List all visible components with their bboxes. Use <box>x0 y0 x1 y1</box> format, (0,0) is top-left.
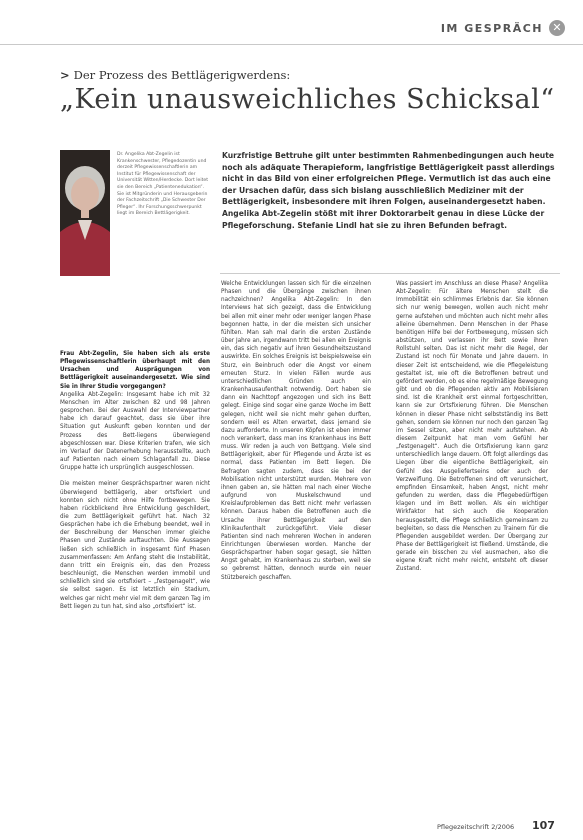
body-text: Welche Entwicklungen lassen sich für die einzelnen Phasen und die Übergänge zwischen ihnen nachzeichnen? Angelika Abt-Zegelin: In den Interviews hat sich gezeigt, dass die Entwicklung bei allen mit einer mehr oder weniger langen Phase begonnen hatte, in der die meisten sich unsicher fühlten. Man sah mal darin die ersten Zustände über Jahre an, irgendwann tritt bei allen ein Ereignis ein, das sich negativ auf ihren Gesundheitszustand auswirkte. Ein solches Ereignis ist beispielsweise ein Sturz, ein Beinbruch oder die Angst vor einem erneuten Sturz. In vielen Fällen wurde aus unterschiedlichen Gründen auch ein Krankenhausaufenthalt notwendig. Dort haben sie dann ein Nachttopf angezogen und sich ins Bett gelegt. Einige sind sogar eine ganze Woche im Bett gelegen, nicht weil sie nicht mehr gehen durften, sondern weil es Alten erwartet, dass jemand sie dazu aufforderte. In unseren Köpfen ist eben immer noch verankert, dass man ins Krankenhaus ins Bett muss. Wir reden ja auch von Bettgang. Viele sind Bettlägerigkeit, aber für Pflegende und Ärzte ist es normal, dass Patienten im Bett liegen. Die Befragten sagten zudem, dass sie bei der Mobilisation nicht unterstützt wurden. Mehrere von ihnen gaben an, sie hätten mal nach einer Woche aufgrund von Muskelschwund und Kreislaufproblemen das Bett nicht mehr verlassen können. Daraus haben die Betroffenen auch die Ursache ihrer Bettlägerigkeit auf den Klinikaufenthalt zurückgeführt. Viele dieser Patienten sind nach mehreren Wochen in anderen Einrichtungen überwiesen worden. Manche der Gesprächspartner haben sogar gesagt, sie hätten Angst gehabt, im Krankenhaus zu sterben, weil sie so gebremst hätten, dennoch wurde ein neuer Stützbereich geschaffen. <box>221 281 371 581</box>
body-text: Die meisten meiner Gesprächspartner waren nicht überwiegend bettlägerig, aber ortsfixiert und konnten sich nicht ohne Hilfe fortbewegen. Sie haben rückblickend ihre Entwicklung geschildert, die zum Bettlägerigkeit geführt hat. Nach 32 Gesprächen habe ich die Erhebung beendet, weil in der Beschreibung der Menschen immer gleiche Phasen und Zustände auftauchten. Die Aussagen ließen sich schließlich in insgesamt fünf Phasen zusammenfassen: Am Anfang steht die Instabilität, dann tritt ein Ereignis ein, das den Prozess beschleunigt, die Menschen werden immobil und schließlich sind sie ortsfixiert – „festgenagelt“, wie sie selbst sagen. Es ist letztlich ein Stadium, welches gar nicht mehr viel mit dem ganzen Tag im Bett liegen zu tun hat, sind also „ortsfixiert“ ist. <box>60 481 210 610</box>
column-2 <box>221 280 371 582</box>
column-1 <box>60 350 210 611</box>
headline: „Kein unausweichliches Schicksal“ <box>60 84 555 115</box>
portrait-illustration <box>60 150 110 276</box>
intro-paragraph: Kurzfristige Bettruhe gilt unter bestimmten Rahmenbedingungen auch heute noch als adäquate Therapieform, langfristige Bettlägerigkeit passt allerdings nicht in das Bild von einer erfolgreichen Pflege. Vermutlich ist das auch eine der Ursachen dafür, dass sich bislang ausschließlich Mediziner mit der Bettlägerigkeit, insbesondere mit ihren Folgen, auseinandergesetzt haben. Angelika Abt-Zegelin stößt mit ihrer Doktorarbeit genau in diese Lücke der Pflegeforschung. Stefanie Lindl hat sie zu ihren Befunden befragt. <box>222 151 555 230</box>
footer-magazine: Pflegezeitschrift 2/2006 <box>437 823 515 831</box>
column-divider <box>220 273 560 274</box>
section-tag: IM GESPRÄCH <box>440 22 543 35</box>
kicker <box>60 68 290 82</box>
kicker-text: Der Prozess des Bettlägerigwerdens: <box>73 68 291 82</box>
interview-question: Frau Abt-Zegelin, Sie haben sich als erste Pflegewissenschaftlerin überhaupt mit den Ursachen und Ausprägungen von Bettlägerigkeit auseinandergesetzt. Wie sind Sie in Ihrer Studie vorgegangen? <box>60 351 210 390</box>
column-3 <box>396 280 548 574</box>
body-text: Was passiert im Anschluss an diese Phase? Angelika Abt-Zegelin: Für ältere Menschen stellt die Immobilität ein schlimmes Erlebnis dar. Sie können sich nur wenig bewegen, wollen auch nicht mehr gerne aufstehen und möchten auch nicht mehr alles alleine übernehmen. Denn Menschen in der Phase benötigen Hilfe bei der Fortbewegung, müssen sich abstützen, und verlassen ihr Bett sowie ihren Rollstuhl selten. Das ist nicht mehr die Regel, der Zustand ist noch für Monate und Jahre dauern. In dieser Zeit ist entscheidend, wie die Pflegeleistung gestaltet ist, wie oft die Betroffenen betreut und gefördert werden, ob es eine regelmäßige Bewegung gibt und ob die Pflegenden aktiv am Mobilisieren sind. Ist die Krankheit erst einmal fortgeschritten, kann sie zur Ortsfixierung führen. Die Menschen können in dieser Phase nicht selbstständig ins Bett gehen, sondern sie können nur noch den ganzen Tag im Sessel sitzen, aber nicht mehr aufstehen. Ab diesem Zeitpunkt hat man vom Gefühl her „festgenagelt“. Auch die Ortsfixierung kann ganz unterschiedlich lange dauern. Oft folgt allerdings das Liegen über die eigentliche Bettlägerigkeit, ein Gefühl des Ausgeliefertseins oder auch der Verzweiflung. Die Betroffenen sind oft verunsichert, empfinden Einsamkeit, haben Angst, nicht mehr gefunden zu werden, dass die Pflegebedürftigen klagen und im Bett wollen. Als ein wichtiger Wirkfaktor hat sich auch die Kooperation herausgestellt, die Pflege schließlich gemeinsam zu begleiten, so dass die Menschen zu Trainern für die Pflegenden ausgebildet werden. Der Übergang zur Phase der Bettlägerigkeit ist fließend. Umstände, die gerade ein bisschen zu viel ausmachen, also die eigene Kraft nicht mehr reicht, entsteht oft dieser Zustand. <box>396 281 548 573</box>
kicker-arrow: > <box>60 68 70 82</box>
header-rule <box>0 44 583 45</box>
interview-answer: Angelika Abt-Zegelin: Insgesamt habe ich mit 32 Menschen im Alter zwischen 82 und 98 Jahren gesprochen. Bei der Auswahl der Interviewpartner habe ich darauf geachtet, dass sie über ihre Situation gut Auskunft geben konnten und der Prozess des Bett-liegens überwiegend abgeschlossen war. Diese Kriterien trafen, wie sich im Verlauf der Datenerhebung herausstellte, auch auf Patienten nach einem Schlaganfall zu. Diese Gruppe hatte ich ursprünglich ausgeschlossen. <box>60 391 210 472</box>
page-number: 107 <box>532 819 555 832</box>
interview-badge-icon: ✕ <box>549 20 565 36</box>
portrait-photo <box>60 150 110 276</box>
photo-caption: Dr. Angelika Abt-Zegelin ist Krankenschwester, Pflegedozentin und derzeit Pflegewissenschaftlerin am Institut für Pflegewissenschaft der Universität Witten/Herdecke. Dort leitet sie den Bereich „Patientenedukation“. Sie ist Mitgründerin und Herausgeberin der Fachzeitschrift „Die Schwester Der Pfleger“. Ihr Forschungsschwerpunkt liegt im Bereich Bettlägerigkeit. <box>117 152 209 217</box>
